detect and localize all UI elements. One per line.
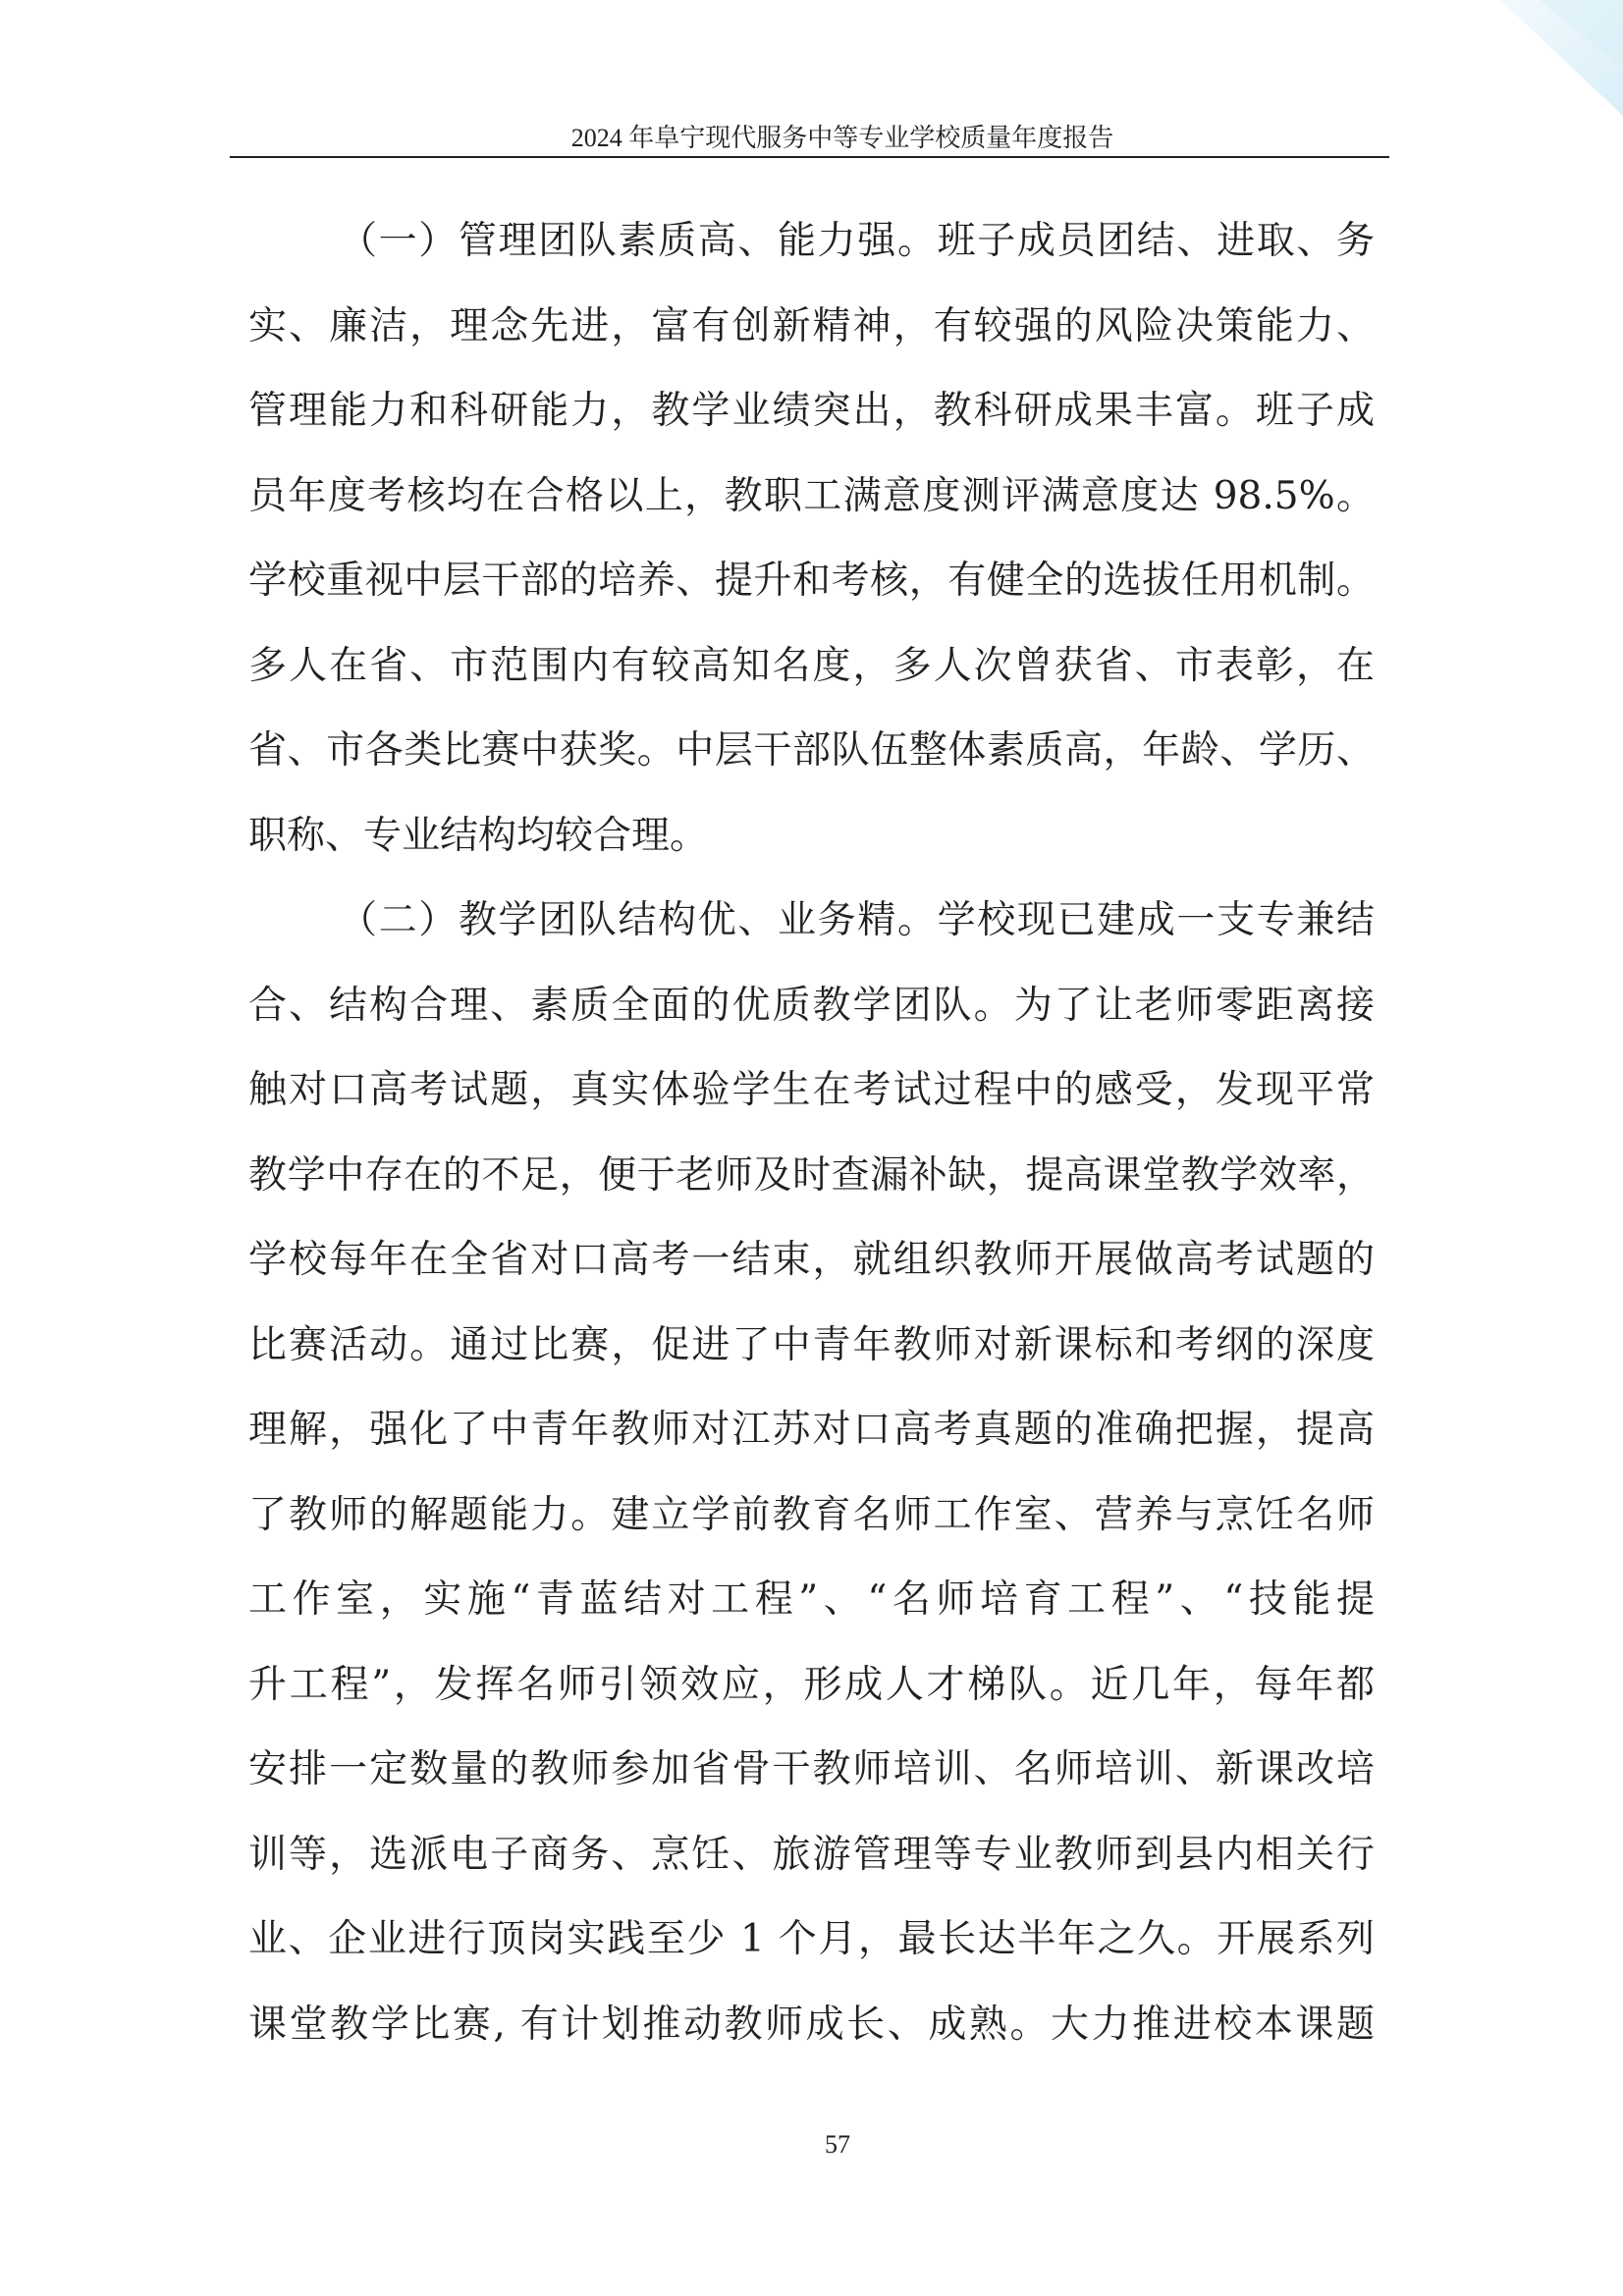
paragraph-line: 管理能力和科研能力，教学业绩突出，教科研成果丰富。班子成 bbox=[248, 389, 1375, 433]
paragraph-line: 多人在省、市范围内有较高知名度，多人次曾获省、市表彰，在 bbox=[248, 643, 1375, 688]
paragraph-line: （一）管理团队素质高、能力强。班子成员团结、进取、务 bbox=[339, 219, 1375, 263]
running-header: 2024 年阜宁现代服务中等专业学校质量年度报告 bbox=[570, 124, 1114, 152]
corner-decoration bbox=[1500, 0, 1623, 116]
paragraph-line: 安排一定数量的教师参加省骨干教师培训、名师培训、新课改培 bbox=[248, 1747, 1375, 1791]
paragraph-line: 实、廉洁，理念先进，富有创新精神，有较强的风险决策能力、 bbox=[248, 303, 1375, 348]
paragraph-line: 升工程”，发挥名师引领效应，形成人才梯队。近几年，每年都 bbox=[248, 1662, 1375, 1707]
paragraph-line: 工作室，实施“青蓝结对工程”、“名师培育工程”、“技能提 bbox=[248, 1577, 1375, 1622]
paragraph-line: 训等，选派电子商务、烹饪、旅游管理等专业教师到县内相关行 bbox=[248, 1832, 1375, 1877]
paragraph-line: 业、企业进行顶岗实践至少 1 个月，最长达半年之久。开展系列 bbox=[248, 1917, 1375, 1961]
paragraph-line: 了教师的解题能力。建立学前教育名师工作室、营养与烹饪名师 bbox=[248, 1492, 1375, 1537]
paragraph-line: 职称、专业结构均较合理。 bbox=[248, 813, 709, 858]
paragraph-line: 学校每年在全省对口高考一结束，就组织教师开展做高考试题的 bbox=[248, 1238, 1375, 1282]
paragraph-line: 触对口高考试题，真实体验学生在考试过程中的感受，发现平常 bbox=[248, 1068, 1375, 1112]
paragraph-line: 比赛活动。通过比赛，促进了中青年教师对新课标和考纲的深度 bbox=[248, 1322, 1375, 1367]
paragraph-line: 省、市各类比赛中获奖。中层干部队伍整体素质高，年龄、学历、 bbox=[248, 728, 1375, 773]
paragraph-line: 合、结构合理、素质全面的优质教学团队。为了让老师零距离接 bbox=[248, 983, 1375, 1028]
paragraph-management-team bbox=[248, 199, 1375, 879]
paragraph-line: 学校重视中层干部的培养、提升和考核，有健全的选拔任用机制。 bbox=[248, 559, 1375, 603]
paragraph-line: （二）教学团队结构优、业务精。学校现已建成一支专兼结 bbox=[339, 898, 1375, 942]
body-text bbox=[248, 199, 1375, 2067]
paragraph-line: 教学中存在的不足，便于老师及时查漏补缺，提高课堂教学效率， bbox=[248, 1152, 1375, 1198]
paragraph-line: 员年度考核均在合格以上，教职工满意度测评满意度达 98.5%。 bbox=[248, 473, 1375, 518]
header-rule bbox=[230, 156, 1389, 158]
page-number: 57 bbox=[825, 2130, 850, 2159]
paragraph-line: 课堂教学比赛, 有计划推动教师成长、成熟。大力推进校本课题 bbox=[248, 2002, 1375, 2047]
paragraph-line: 理解，强化了中青年教师对江苏对口高考真题的准确把握，提高 bbox=[248, 1408, 1375, 1452]
paragraph-teaching-team bbox=[248, 879, 1375, 2067]
